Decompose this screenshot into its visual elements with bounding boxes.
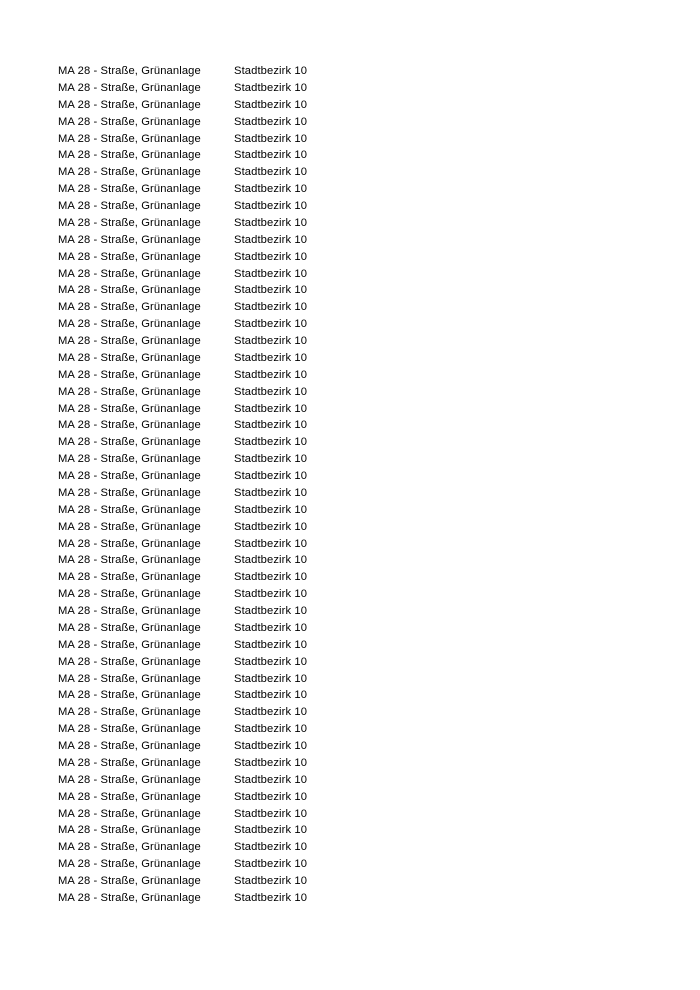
cell-department: MA 28 - Straße, Grünanlage <box>58 807 201 820</box>
cell-district: Stadtbezirk 10 <box>234 790 308 803</box>
table-row <box>58 671 478 688</box>
cell-district: Stadtbezirk 10 <box>234 419 308 432</box>
cell-department: MA 28 - Straße, Grünanlage <box>58 368 201 381</box>
cell-district: Stadtbezirk 10 <box>234 335 308 347</box>
cell-district: Stadtbezirk 10 <box>234 149 308 162</box>
cell-district: Stadtbezirk 10 <box>234 183 308 196</box>
cell-district: Stadtbezirk 10 <box>234 723 308 736</box>
cell-district: Stadtbezirk 10 <box>234 672 308 685</box>
table-row <box>58 181 478 198</box>
cell-district: Stadtbezirk 10 <box>234 267 308 280</box>
cell-department: MA 28 - Straße, Grünanlage <box>58 875 201 887</box>
table-row <box>58 147 478 164</box>
cell-district: Stadtbezirk 10 <box>234 554 308 567</box>
table-row <box>58 164 478 181</box>
cell-district: Stadtbezirk 10 <box>234 858 308 871</box>
table-row <box>58 755 478 772</box>
table-row <box>58 97 478 114</box>
cell-district: Stadtbezirk 10 <box>234 537 308 550</box>
table-row <box>58 569 478 586</box>
cell-department: MA 28 - Straße, Grünanlage <box>58 689 201 702</box>
table-row <box>58 873 478 890</box>
cell-district: Stadtbezirk 10 <box>234 841 308 854</box>
cell-department: MA 28 - Straße, Grünanlage <box>58 571 201 584</box>
cell-district: Stadtbezirk 10 <box>234 740 308 752</box>
table-row <box>58 249 478 266</box>
cell-district: Stadtbezirk 10 <box>234 655 308 668</box>
cell-department: MA 28 - Straße, Grünanlage <box>58 402 201 415</box>
cell-department: MA 28 - Straße, Grünanlage <box>58 284 201 297</box>
cell-department: MA 28 - Straße, Grünanlage <box>58 233 201 246</box>
cell-department: MA 28 - Straße, Grünanlage <box>58 250 201 263</box>
cell-department: MA 28 - Straße, Grünanlage <box>58 453 201 466</box>
cell-department: MA 28 - Straße, Grünanlage <box>58 301 201 314</box>
table-row <box>58 434 478 451</box>
table-row <box>58 687 478 704</box>
cell-department: MA 28 - Straße, Grünanlage <box>58 216 201 229</box>
table-row <box>58 299 478 316</box>
cell-department: MA 28 - Straße, Grünanlage <box>58 537 201 550</box>
cell-department: MA 28 - Straße, Grünanlage <box>58 858 201 871</box>
cell-department: MA 28 - Straße, Grünanlage <box>58 419 201 432</box>
table-row <box>58 519 478 536</box>
cell-department: MA 28 - Straße, Grünanlage <box>58 183 201 196</box>
cell-department: MA 28 - Straße, Grünanlage <box>58 81 201 94</box>
table-row <box>58 603 478 620</box>
table-row <box>58 401 478 418</box>
cell-district: Stadtbezirk 10 <box>234 250 308 263</box>
cell-district: Stadtbezirk 10 <box>234 453 308 466</box>
cell-district: Stadtbezirk 10 <box>234 824 308 837</box>
cell-department: MA 28 - Straße, Grünanlage <box>58 65 201 77</box>
table-row <box>58 704 478 721</box>
cell-department: MA 28 - Straße, Grünanlage <box>58 824 201 837</box>
table-row <box>58 654 478 671</box>
table-row <box>58 789 478 806</box>
table-row <box>58 738 478 755</box>
cell-department: MA 28 - Straße, Grünanlage <box>58 756 201 769</box>
cell-district: Stadtbezirk 10 <box>234 520 308 533</box>
table-row <box>58 198 478 215</box>
cell-department: MA 28 - Straße, Grünanlage <box>58 503 201 516</box>
table-row <box>58 316 478 333</box>
cell-district: Stadtbezirk 10 <box>234 81 308 94</box>
cell-district: Stadtbezirk 10 <box>234 621 308 634</box>
cell-department: MA 28 - Straße, Grünanlage <box>58 723 201 736</box>
cell-department: MA 28 - Straße, Grünanlage <box>58 672 201 685</box>
cell-department: MA 28 - Straße, Grünanlage <box>58 891 201 904</box>
cell-department: MA 28 - Straße, Grünanlage <box>58 706 201 719</box>
table-row <box>58 502 478 519</box>
cell-department: MA 28 - Straße, Grünanlage <box>58 486 201 499</box>
table-row <box>58 890 478 907</box>
table-row <box>58 333 478 350</box>
cell-department: MA 28 - Straße, Grünanlage <box>58 841 201 854</box>
cell-district: Stadtbezirk 10 <box>234 756 308 769</box>
document-row-list <box>58 63 478 907</box>
table-row <box>58 806 478 823</box>
cell-district: Stadtbezirk 10 <box>234 402 308 415</box>
cell-department: MA 28 - Straße, Grünanlage <box>58 385 201 398</box>
table-row <box>58 63 478 80</box>
table-row <box>58 417 478 434</box>
cell-district: Stadtbezirk 10 <box>234 351 308 364</box>
cell-department: MA 28 - Straße, Grünanlage <box>58 773 201 786</box>
cell-department: MA 28 - Straße, Grünanlage <box>58 470 201 482</box>
table-row <box>58 266 478 283</box>
cell-district: Stadtbezirk 10 <box>234 65 308 77</box>
cell-department: MA 28 - Straße, Grünanlage <box>58 335 201 347</box>
cell-district: Stadtbezirk 10 <box>234 503 308 516</box>
cell-department: MA 28 - Straße, Grünanlage <box>58 554 201 567</box>
table-row <box>58 552 478 569</box>
cell-department: MA 28 - Straße, Grünanlage <box>58 605 201 617</box>
cell-district: Stadtbezirk 10 <box>234 605 308 617</box>
cell-district: Stadtbezirk 10 <box>234 486 308 499</box>
cell-district: Stadtbezirk 10 <box>234 216 308 229</box>
table-row <box>58 367 478 384</box>
table-row <box>58 350 478 367</box>
cell-district: Stadtbezirk 10 <box>234 588 308 601</box>
cell-district: Stadtbezirk 10 <box>234 470 308 482</box>
cell-district: Stadtbezirk 10 <box>234 807 308 820</box>
cell-department: MA 28 - Straße, Grünanlage <box>58 740 201 752</box>
cell-district: Stadtbezirk 10 <box>234 115 308 128</box>
cell-district: Stadtbezirk 10 <box>234 385 308 398</box>
table-row <box>58 822 478 839</box>
cell-department: MA 28 - Straße, Grünanlage <box>58 520 201 533</box>
cell-department: MA 28 - Straße, Grünanlage <box>58 655 201 668</box>
cell-district: Stadtbezirk 10 <box>234 200 308 212</box>
table-row <box>58 620 478 637</box>
table-row <box>58 721 478 738</box>
cell-district: Stadtbezirk 10 <box>234 301 308 314</box>
cell-district: Stadtbezirk 10 <box>234 233 308 246</box>
cell-department: MA 28 - Straße, Grünanlage <box>58 588 201 601</box>
cell-district: Stadtbezirk 10 <box>234 773 308 786</box>
table-row <box>58 637 478 654</box>
cell-district: Stadtbezirk 10 <box>234 132 308 145</box>
table-row <box>58 839 478 856</box>
table-row <box>58 451 478 468</box>
table-row <box>58 114 478 131</box>
table-row <box>58 131 478 148</box>
cell-department: MA 28 - Straße, Grünanlage <box>58 318 201 331</box>
cell-department: MA 28 - Straße, Grünanlage <box>58 166 201 179</box>
cell-district: Stadtbezirk 10 <box>234 571 308 584</box>
cell-department: MA 28 - Straße, Grünanlage <box>58 115 201 128</box>
cell-district: Stadtbezirk 10 <box>234 638 308 651</box>
cell-district: Stadtbezirk 10 <box>234 689 308 702</box>
cell-department: MA 28 - Straße, Grünanlage <box>58 267 201 280</box>
cell-department: MA 28 - Straße, Grünanlage <box>58 98 201 111</box>
table-row <box>58 80 478 97</box>
cell-department: MA 28 - Straße, Grünanlage <box>58 436 201 449</box>
table-row <box>58 215 478 232</box>
cell-district: Stadtbezirk 10 <box>234 436 308 449</box>
cell-department: MA 28 - Straße, Grünanlage <box>58 790 201 803</box>
table-row <box>58 485 478 502</box>
cell-district: Stadtbezirk 10 <box>234 875 308 887</box>
cell-district: Stadtbezirk 10 <box>234 368 308 381</box>
cell-department: MA 28 - Straße, Grünanlage <box>58 638 201 651</box>
cell-department: MA 28 - Straße, Grünanlage <box>58 149 201 162</box>
table-row <box>58 468 478 485</box>
table-row <box>58 856 478 873</box>
cell-district: Stadtbezirk 10 <box>234 891 308 904</box>
table-row <box>58 772 478 789</box>
cell-district: Stadtbezirk 10 <box>234 284 308 297</box>
cell-department: MA 28 - Straße, Grünanlage <box>58 621 201 634</box>
table-row <box>58 232 478 249</box>
cell-district: Stadtbezirk 10 <box>234 98 308 111</box>
table-row <box>58 536 478 553</box>
cell-department: MA 28 - Straße, Grünanlage <box>58 132 201 145</box>
cell-department: MA 28 - Straße, Grünanlage <box>58 351 201 364</box>
cell-district: Stadtbezirk 10 <box>234 166 308 179</box>
table-row <box>58 282 478 299</box>
table-row <box>58 384 478 401</box>
cell-district: Stadtbezirk 10 <box>234 706 308 719</box>
cell-district: Stadtbezirk 10 <box>234 318 308 331</box>
cell-department: MA 28 - Straße, Grünanlage <box>58 200 201 212</box>
table-row <box>58 586 478 603</box>
